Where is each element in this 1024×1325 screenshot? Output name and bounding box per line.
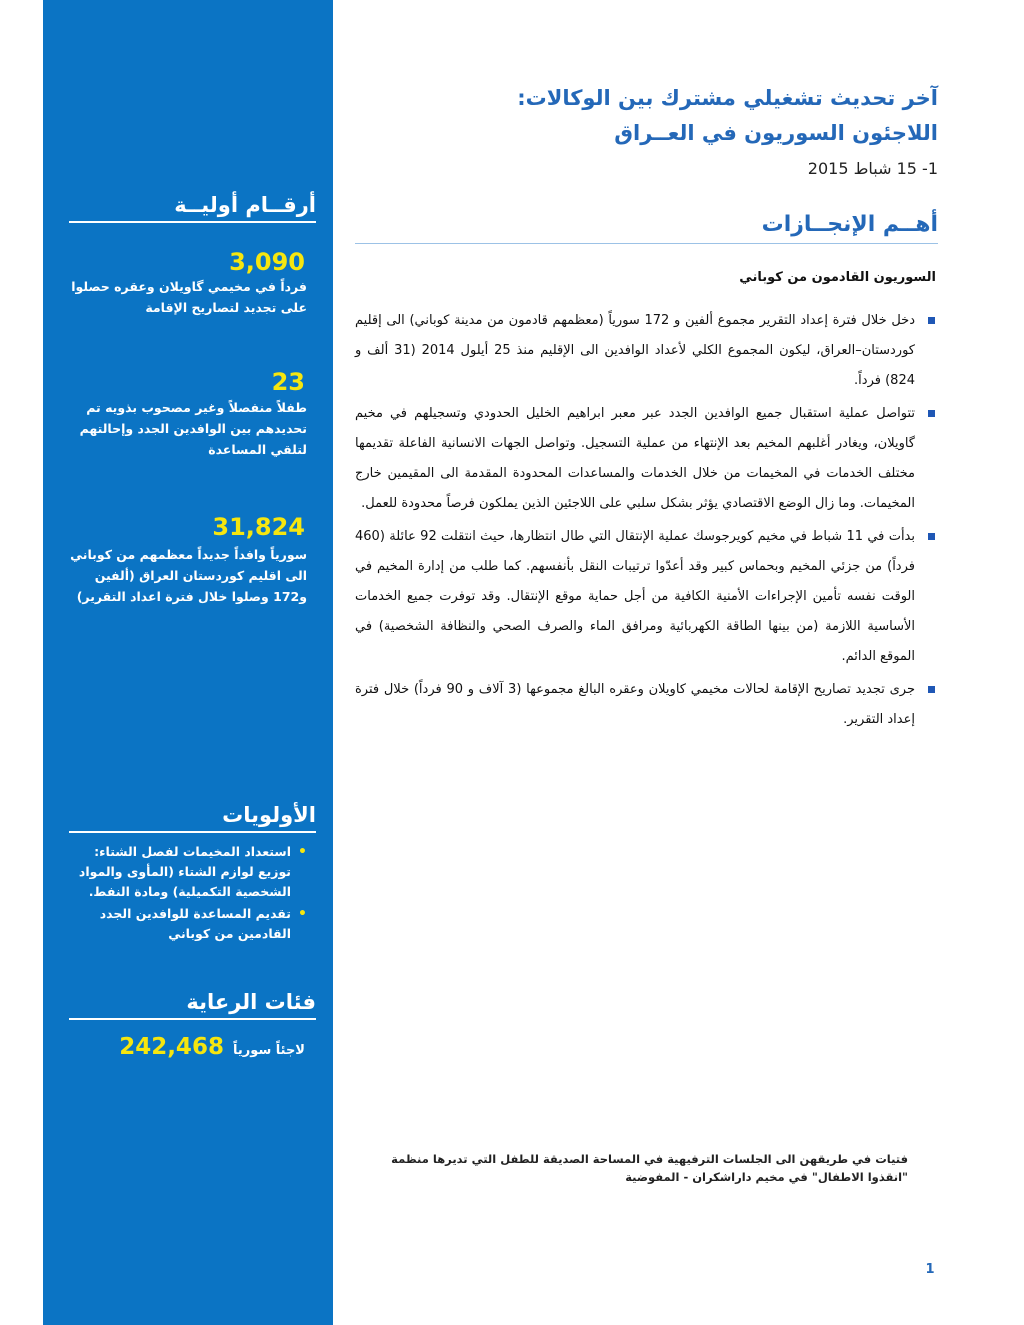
- care-heading: فئات الرعاية: [69, 990, 316, 1020]
- care-label: لاجئاً سورياً: [233, 1043, 305, 1058]
- bullet-dot-icon: •: [298, 844, 307, 860]
- achievements-subheading: السوريون القادمون من كوباني: [739, 270, 936, 285]
- priorities-list: [69, 842, 307, 946]
- square-bullet-icon: [928, 533, 935, 540]
- stat-text-children: طفلاً منفصلاً وغير مصحوب بذويه تم تحديدهم بين الوافدين الجدد وإحالتهم لتلقي المساعدة: [79, 400, 307, 457]
- achievement-item: تتواصل عملية استقبال جميع الوافدين الجدد عبر معبر ابراهيم الخليل الحدودي وتسجيلهم في مخيم گاويلان، ويغادر أغلبهم المخيم بعد الإنتهاء من عملية التسجيل. وتواصل الجهات الانسانية الفاعلة تقديمها مختلف الخدمات في المخيمات من خلال الخدمات والمساعدات المحدودة المقدمة الى المقيمين خارج المخيمات. وما زال الوضع الاقتصادي يؤثر بشكل سلبي على اللاجئين الذين يملكون فرصاً محدودة للعمل.: [355, 399, 937, 519]
- care-figure: [69, 1034, 305, 1060]
- photo-caption: فتيات في طريقهن الى الجلسات الترفيهية في المساحة الصديقة للطفل التي تديرها منظمة "انقذوا الاطفال" في مخيم داراشكران - المفوضية: [391, 1152, 908, 1184]
- sidebar-panel: [43, 0, 333, 1325]
- figures-heading: أرقــام أوليــة: [69, 193, 316, 223]
- achievement-item: بدأت في 11 شباط في مخيم كويرجوسك عملية الإنتقال التي طال انتظارها، حيث انتقلت 92 عائلة (460 فرداً) من جزئي المخيم وبحماس كبير وقد أعدّوا ترتيبات النقل بأنفسهم. كما طلب من إدارة المخيم في الوقت نفسه تأمين الإجراءات الأمنية الكافية من أجل حماية موقع الإنتقال. وقد توفرت جميع الخدمات الأساسية اللازمة (من بينها الطاقة الكهربائية ومرافق الماء والصرف الصحي والنظافة الشخصية) في الموقع الدائم.: [355, 522, 937, 672]
- achievements-list: [355, 306, 937, 738]
- priority-item: • تقديم المساعدة للوافدين الجدد القادمين من كوباني: [99, 906, 307, 941]
- achievement-item: دخل خلال فترة إعداد التقرير مجموع ألفين و 172 سورياً (معظمهم قادمون من مدينة كوباني) الى إقليم كوردستان–العراق، ليكون المجموع الكلي لأعداد الوافدين الى الإقليم منذ 25 أيلول 2014 (31 ألف و 824) فرداً.: [355, 306, 937, 396]
- stat-value-children: 23: [271, 368, 305, 396]
- priority-item: • استعداد المخيمات لفصل الشتاء: توزيع لوازم الشتاء (المأوى والمواد الشخصية التكميلية) ومادة النفط.: [78, 844, 307, 899]
- achievements-heading: أهــم الإنجــازات: [355, 212, 938, 244]
- square-bullet-icon: [928, 686, 935, 693]
- square-bullet-icon: [928, 410, 935, 417]
- achievement-item: جرى تجديد تصاريح الإقامة لحالات مخيمي كاويلان وعقره البالغ مجموعها (3 آلاف و 90 فرداً) خلال فترة إعداد التقرير.: [355, 675, 937, 735]
- report-title-line1: آخر تحديث تشغيلي مشترك بين الوكالات:: [517, 86, 938, 110]
- square-bullet-icon: [928, 317, 935, 324]
- stat-text-residency: فرداً في مخيمي گاويلان وعقره حصلوا على تجديد لتصاريح الإقامة: [71, 279, 307, 315]
- report-date: 1- 15 شباط 2015: [807, 159, 938, 178]
- report-title-line2: اللاجئون السوريون في العــراق: [614, 121, 938, 145]
- stat-text-arrivals: سورياً وافداً جديداً معظمهم من كوباني الى اقليم كوردستان العراق (ألفين و172 وصلوا خلال فترة اعداد التقرير): [70, 547, 307, 604]
- bullet-dot-icon: •: [298, 906, 307, 922]
- priorities-heading: الأولويات: [69, 803, 316, 833]
- stat-value-arrivals: 31,824: [212, 513, 305, 541]
- page-number: 1: [925, 1262, 935, 1277]
- stat-value-residency: 3,090: [229, 248, 305, 276]
- care-value: 242,468: [119, 1034, 224, 1060]
